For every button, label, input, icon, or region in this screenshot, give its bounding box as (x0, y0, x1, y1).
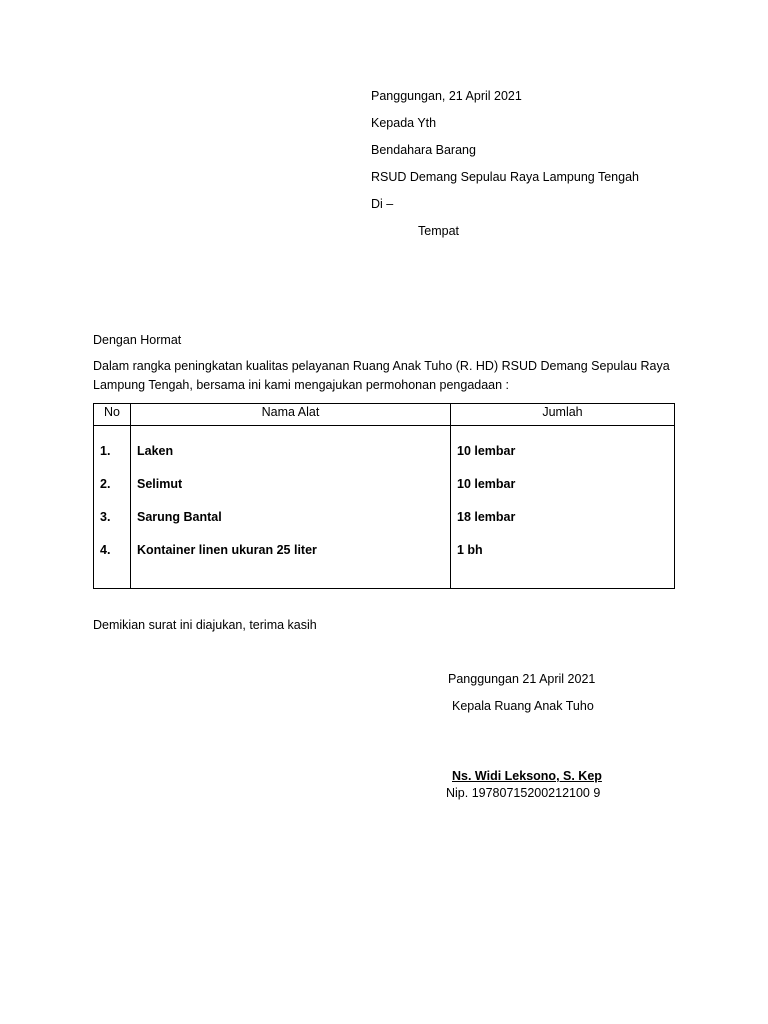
row-no: 3. (100, 510, 111, 524)
row-qty: 10 lembar (457, 477, 516, 491)
intro-line-2: Lampung Tengah, bersama ini kami mengajukan permohonan pengadaan : (93, 378, 510, 392)
row-qty: 10 lembar (457, 444, 516, 458)
salutation: Dengan Hormat (93, 333, 182, 347)
header-jumlah: Jumlah (451, 404, 675, 426)
header-kepada: Kepada Yth (371, 116, 437, 130)
row-no: 1. (100, 444, 111, 458)
header-nama-alat: Nama Alat (131, 404, 451, 426)
row-name: Kontainer linen ukuran 25 liter (137, 543, 317, 557)
header-di: Di – (371, 197, 394, 211)
header-no: No (94, 404, 131, 426)
signature-place-date: Panggungan 21 April 2021 (448, 672, 596, 686)
row-name: Laken (137, 444, 174, 458)
header-recipient-org: RSUD Demang Sepulau Raya Lampung Tengah (371, 170, 639, 184)
header-recipient-title: Bendahara Barang (371, 143, 476, 157)
row-name: Sarung Bantal (137, 510, 222, 524)
row-qty: 18 lembar (457, 510, 516, 524)
items-table (93, 403, 675, 589)
qty-column (451, 426, 675, 589)
header-place-date: Panggungan, 21 April 2021 (371, 89, 522, 103)
row-no: 4. (100, 543, 111, 557)
table-body-row (94, 426, 675, 589)
row-name: Selimut (137, 477, 183, 491)
name-column (131, 426, 451, 589)
row-qty: 1 bh (457, 543, 483, 557)
signature-position: Kepala Ruang Anak Tuho (452, 699, 594, 713)
signature-nip: Nip. 19780715200212100 9 (446, 786, 601, 800)
table-header-row (94, 404, 675, 426)
no-column (94, 426, 131, 589)
signature-name: Ns. Widi Leksono, S. Kep (452, 769, 602, 783)
row-no: 2. (100, 477, 111, 491)
intro-line-1: Dalam rangka peningkatan kualitas pelayanan Ruang Anak Tuho (R. HD) RSUD Demang Sepulau Raya (93, 359, 670, 373)
closing-text: Demikian surat ini diajukan, terima kasih (93, 618, 317, 632)
header-tempat: Tempat (418, 224, 459, 238)
